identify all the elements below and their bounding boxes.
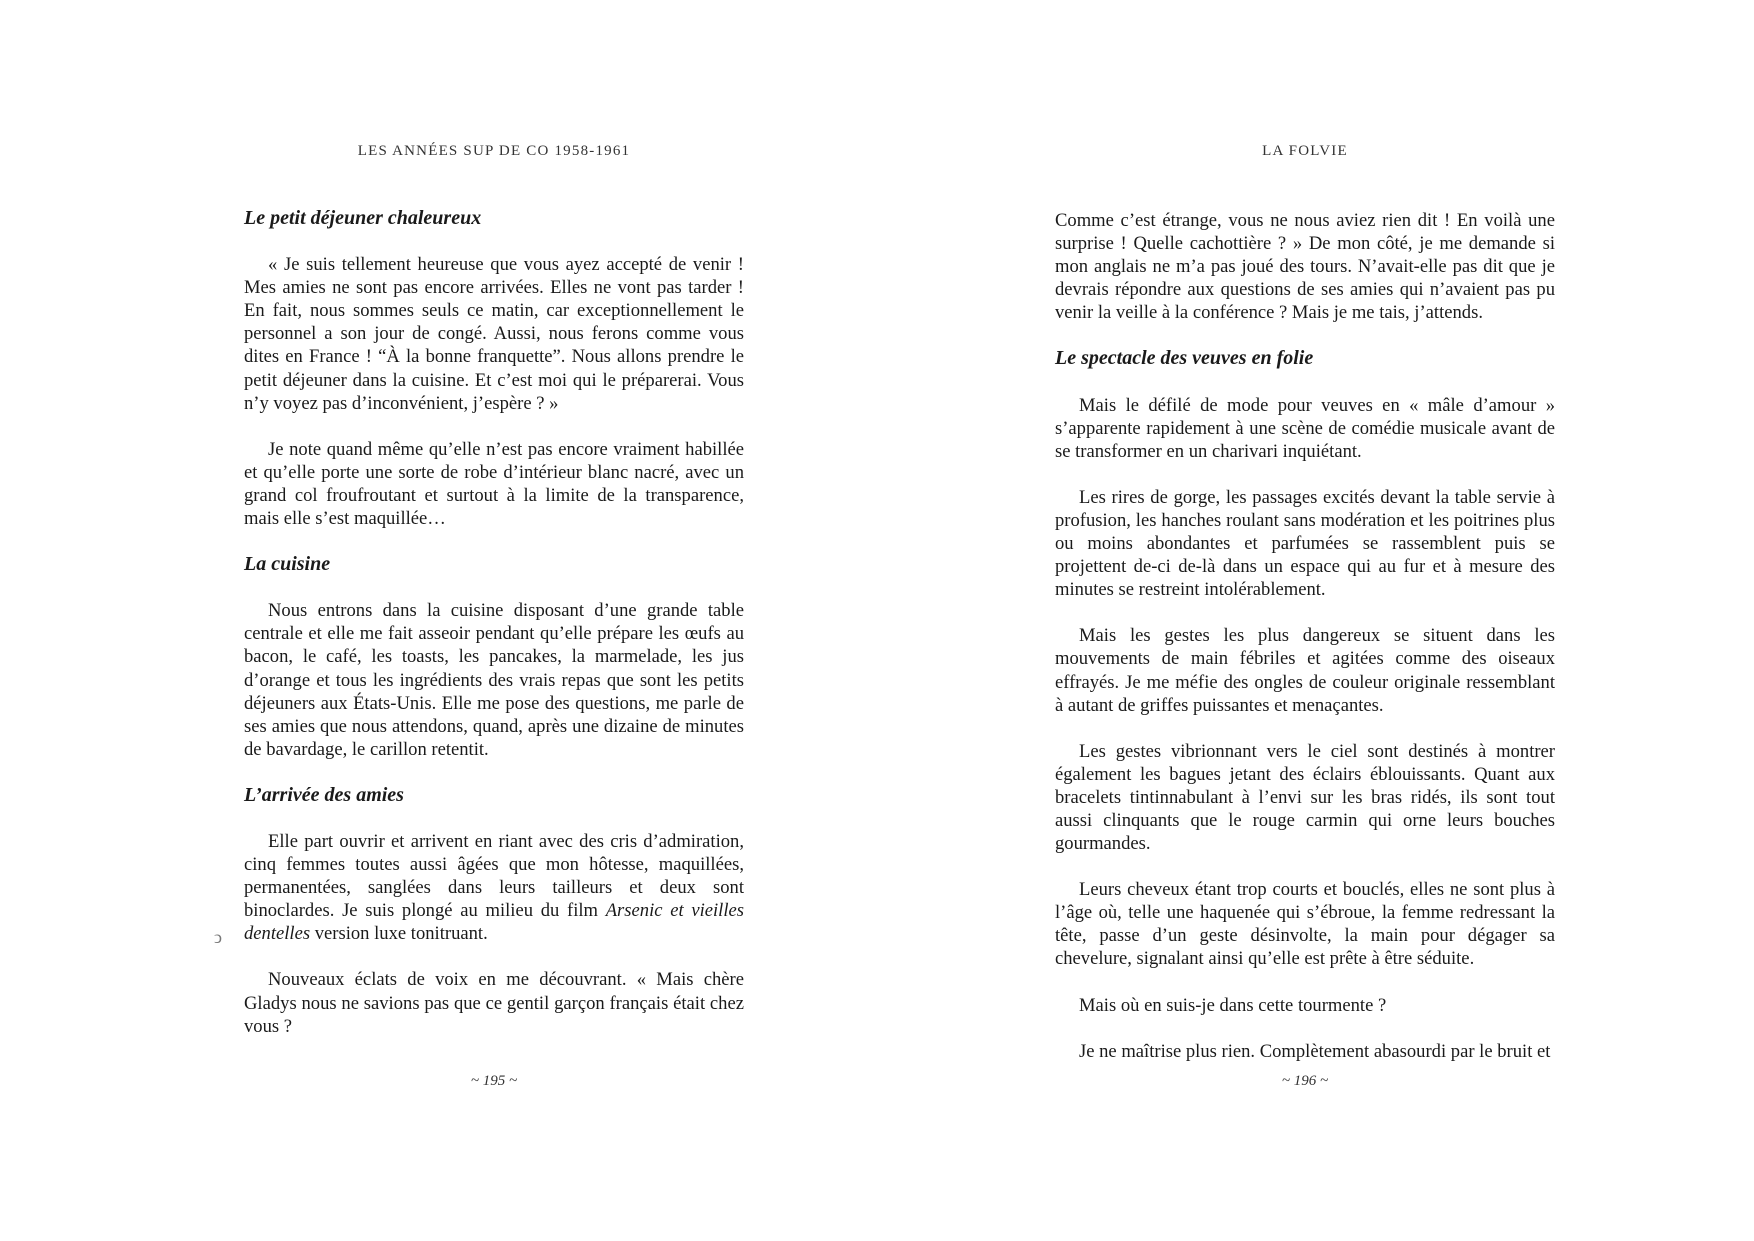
paragraph: Les gestes vibrionnant vers le ciel sont destinés à montrer également les bagues jetant des éclairs éblouissants. Quant aux bracelets tintinnabulant à l’envi sur les bras ridés, ils sont tout aussi clinquants que le rouge carmin qui orne leurs bouches gourmandes. bbox=[1055, 740, 1555, 855]
right-running-head: LA FOLVIE bbox=[1262, 143, 1348, 159]
paragraph-film bbox=[244, 830, 744, 945]
paragraph: « Je suis tellement heureuse que vous ayez accepté de venir ! Mes amies ne sont pas encore arrivées. Elles ne vont pas tarder ! En fait, nous sommes seuls ce matin, car exceptionnellement le personnel a son jour de congé. Aussi, nous ferons comme vous dites en France ! “À la bonne franquette”. Nous allons prendre le petit déjeuner dans la cuisine. Et c’est moi qui le préparerai. Vous n’y voyez pas d’inconvénient, j’espère ? » bbox=[244, 254, 744, 414]
right-body-text bbox=[1055, 209, 1555, 1086]
paragraph: Nouveaux éclats de voix en me découvrant. « Mais chère Gladys nous ne savions pas que ce gentil garçon français était chez vous ? bbox=[244, 969, 744, 1037]
paragraph: Je note quand même qu’elle n’est pas encore vraiment habillée et qu’elle porte une sorte de robe d’intérieur blanc nacré, avec un grand col froufroutant et surtout à la limite de la transparence, mais elle s’est maquillée… bbox=[244, 438, 744, 530]
section-heading: La cuisine bbox=[244, 553, 331, 576]
right-folio: ~ 196 ~ bbox=[1281, 1073, 1329, 1089]
paragraph-film-after: version luxe tonitruant. bbox=[310, 923, 488, 945]
opening-paragraph: Comme c’est étrange, vous ne nous aviez rien dit ! En voilà une surprise ! Quelle cachottière ? » De mon côté, je me demande si mon anglais ne m’a pas joué des tours. N’avait-elle pas dit que je devrais répondre aux questions de ses amies qui n’avaient pas pu venir la veille à la conférence ? Mais je me tais, j’attends. bbox=[1055, 210, 1555, 324]
paragraph: Les rires de gorge, les passages excités devant la table servie à profusion, les hanches roulant sans modération et les poitrines plus ou moins abondantes et parfumées se rassemblent puis se projettent de-ci de-là dans un espace qui au fur et à mesure des minutes se restreint intolérablement. bbox=[1055, 486, 1555, 601]
paragraph: Je ne maîtrise plus rien. Complètement abasourdi par le bruit et bbox=[1079, 1040, 1551, 1062]
section-heading: L’arrivée des amies bbox=[244, 783, 404, 806]
left-running-head: LES ANNÉES SUP DE CO 1958-1961 bbox=[357, 143, 631, 159]
left-folio: ~ 195 ~ bbox=[470, 1073, 518, 1089]
paragraph: Leurs cheveux étant trop courts et bouclés, elles ne sont plus à l’âge où, telle une haquenée qui s’ébroue, la femme redressant la tête, passe d’un geste désinvolte, la main pour dégager sa chevelure, signalant ainsi qu’elle est prête à être séduite. bbox=[1055, 879, 1555, 970]
paragraph: Nous entrons dans la cuisine disposant d’une grande table centrale et elle me fait asseoir pendant qu’elle prépare les œufs au bacon, le café, les toasts, les pancakes, la marmelade, les jus d’orange et tous les ingrédients des vrais repas que sont les petits déjeuners aux États-Unis. Elle me pose des questions, me parle de ses amies que nous attendons, quand, après une dizaine de minutes de bavardage, le carillon retentit. bbox=[244, 600, 744, 760]
paragraph: Mais où en suis-je dans cette tourmente ? bbox=[1079, 994, 1387, 1016]
section-heading: Le spectacle des veuves en folie bbox=[1055, 347, 1314, 370]
paragraph: Mais le défilé de mode pour veuves en « mâle d’amour » s’apparente rapidement à une scène de comédie musicale avant de se transformer en un charivari inquiétant. bbox=[1055, 394, 1555, 462]
margin-mark: ↄ bbox=[214, 927, 222, 947]
section-heading: Le petit déjeuner chaleureux bbox=[244, 207, 482, 229]
paragraph: Mais les gestes les plus dangereux se situent dans les mouvements de main fébriles et agitées comme des oiseaux effrayés. Je me méfie des ongles de couleur originale ressemblant à autant de griffes puissantes et menaçantes. bbox=[1055, 625, 1555, 716]
film-title: Arsenic et vieilles dentelles bbox=[244, 900, 744, 945]
left-body-text bbox=[244, 207, 744, 1061]
paragraph-film-before: Elle part ouvrir et arrivent en riant avec des cris d’admiration, cinq femmes toutes aussi âgées que mon hôtesse, maquillées, permanentées, sanglées dans leurs tailleurs et deux sont binoclardes. Je suis plongé au milieu du film bbox=[244, 830, 744, 922]
